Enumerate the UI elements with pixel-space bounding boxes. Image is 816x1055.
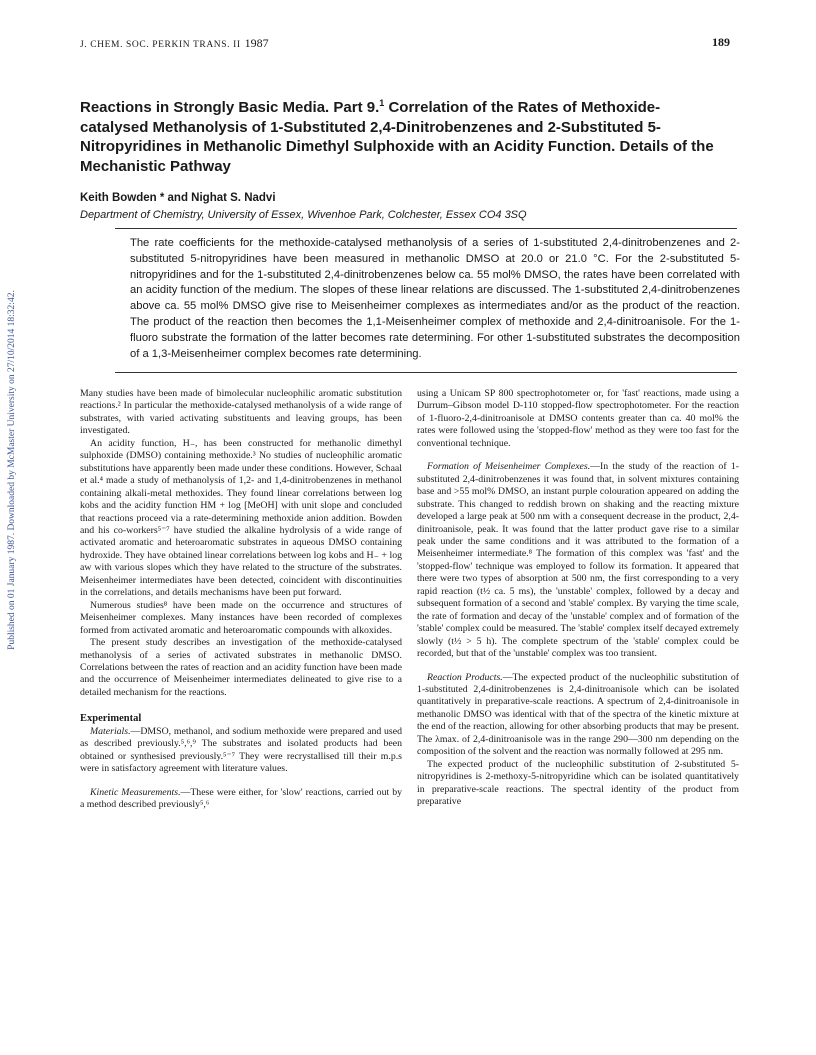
materials-label: Materials. (90, 725, 131, 737)
intro-paragraph-1: Many studies have been made of bimolecular nucleophilic aromatic substitution reactions.² In particular the methoxide-catalysed methanolysis of a wide range of substrates, with varied activating substituents and leaving groups, has been investigated. (80, 388, 402, 437)
title-part-2: Correlation of the Rates of Methoxide-catalysed Methanolysis of 1-Substituted 2,4-Dinitrobenzenes and 2-Substituted 5-Nitropyridines in Methanolic Dimethyl Sulphoxide with an Acidity Function. Details of the Mechanistic Pathway (80, 99, 714, 175)
abstract-top-rule (115, 228, 737, 229)
running-header (80, 36, 269, 51)
intro-paragraph-2: An acidity function, H₋, has been constructed for methanolic dimethyl sulphoxide (DMSO) containing methoxide.³ No studies of nucleophilic aromatic substitutions have apparently been made under these conditions. However, Schaal et al.⁴ made a study of methanolysis of 1,2- and 1,4-dinitrobenzenes in methanol containing alkali-metal methoxides. They found linear correlations between log kobs and the acidity function HM + log [MeOH] with unit slope and concluded that reactions proceed via a rate-determining methoxide anion addition. Bowden and his co-workers⁵⁻⁷ have studied the alkaline hydrolysis of a wide range of activated aromatic and heteroaromatic substrates in aqueous DMSO containing hydroxide. They have obtained linear correlations between log kobs and H₋ + log aw with various slopes which they have related to the structure of the substrates. Meisenheimer intermediates have been detected, coincident with discontinuities in the correlations, and details mechanisms have been put forward. (80, 437, 402, 599)
kinetic-continued-paragraph: using a Unicam SP 800 spectrophotometer or, for 'fast' reactions, made using a Durrum–Gibson model D-110 stopped-flow spectrophotometer. For the reaction of 1-fluoro-2,4-dinitroanisole at DMSO contents greater than ca. 40 mol% the rates were followed using the 'stopped-flow' method as they were too fast for the conventional technique. (417, 388, 739, 449)
title-footnote-mark: 1 (379, 98, 385, 108)
kinetic-text: —These were either, for 'slow' reactions, carried out by a method described previously⁵,⁶ (80, 786, 402, 811)
materials-text: —DMSO, methanol, and sodium methoxide were prepared and used as described previously.⁵,⁶,⁹ The substrates and isolated products had been obtained or synthesised previously.⁵⁻⁷ They were recrystallised till their m.p.s were in satisfactory agreement with literature values. (80, 725, 402, 775)
experimental-heading: Experimental (80, 713, 142, 725)
article-title (80, 94, 720, 176)
author-list: Keith Bowden * and Nighat S. Nadvi (80, 192, 276, 204)
kinetic-paragraph (80, 787, 402, 812)
download-notice: Published on 01 January 1987. Downloaded by McMaster University on 27/10/2014 18:32:42. (7, 290, 17, 650)
products-text: —The expected product of the nucleophilic substitution of 1-substituted 2,4-dinitrobenzenes is 2,4-dinitroanisole which can be isolated quantitatively in preparative-scale reactions. A spectrum of 2,4-dinitroanisole in methanolic DMSO was identical with that of the spectra of the kinetic mixture at the end of the reaction, allowing for other absorbing products that may be present. The λmax. of 2,4-dinitroanisole was in the range 290—300 nm depending on the composition of the solvent and the reaction was normally followed at 295 nm. (417, 671, 739, 758)
pyridine-products-paragraph: The expected product of the nucleophilic substitution of 2-substituted 5-nitropyridines is 2-methoxy-5-nitropyridine which can be isolated quantitatively in preparative-scale reactions. The spectral identity of the product from preparative (417, 758, 739, 808)
intro-paragraph-3: Numerous studies⁸ have been made on the occurrence and structures of Meisenheimer complexes. Many instances have been recorded of complexes formed from activated aromatic and heteroaromatic compounds with alkoxides. (80, 599, 402, 636)
meisenheimer-label: Formation of Meisenheimer Complexes. (427, 461, 591, 473)
products-paragraph (417, 672, 739, 759)
products-label: Reaction Products. (427, 671, 503, 683)
journal-year: 1987 (244, 36, 269, 50)
page-number: 189 (712, 35, 730, 49)
right-column (417, 388, 739, 809)
materials-paragraph (80, 726, 402, 776)
intro-paragraph-4: The present study describes an investigation of the methoxide-catalysed methanolysis of a series of activated substrates in methanolic DMSO. Correlations between the rates of reaction and an acidity function have been made and the occurrence of Meisenheimer intermediates delineated to give rise to a detailed mechanism for the reactions. (80, 637, 402, 698)
download-notice-sidebar (4, 120, 20, 820)
kinetic-label: Kinetic Measurements. (90, 786, 181, 798)
author-affiliation: Department of Chemistry, University of Essex, Wivenhoe Park, Colchester, Essex CO4 3SQ (80, 209, 527, 221)
title-part-1: Reactions in Strongly Basic Media. Part 9. (80, 99, 380, 116)
meisenheimer-text: —In the study of the reaction of 1-substituted 2,4-dinitrobenzenes it was found that, in solvent mixtures containing base and >55 mol% DMSO, an instant purple colouration appeared on adding the substrate. This changed to reddish brown on shaking and the reacting mixture developed a large peak at 500 nm with a consequent decrease in the product, 2,4-dinitroanisole, peak. It was found that the latter product gave rise to a similar peak under the same conditions and it was attributed to the formation of a Meisenheimer intermediate.⁸ The formation of this complex was 'fast' and the 'stopped-flow' technique was employed to follow its formation. It appeared that there were two types of absorption at 500 nm, the first corresponding to a very rapid reaction (t½ ca. 5 ms), the 'unstable' complex, followed by a decay and subsequent formation of a second and 'stable' complex. By varying the time scale, the rate of formation and decay of the 'unstable' complex and of formation of the 'stable' complex could be measured. The 'stable' complex itself decayed extremely slowly (t½ > 5 h). The complete spectrum of the 'stable' complex could be recorded, but that of the 'unstable' complex was too transient. (417, 461, 739, 660)
left-column (80, 388, 402, 812)
abstract-bottom-rule (115, 372, 737, 373)
meisenheimer-paragraph (417, 461, 739, 660)
abstract: The rate coefficients for the methoxide-catalysed methanolysis of a series of 1-substituted 2,4-dinitrobenzenes and 2-substituted 5-nitropyridines have been measured in methanolic DMSO at 20.0 or 21.0 °C. For the 2-substituted 5-nitropyridines and for the 1-substituted 2,4-dinitrobenzenes below ca. 55 mol% DMSO, the rates have been correlated with an acidity function of the medium. The slopes of these linear relations are discussed. The 1-substituted 2,4-dinitrobenzenes above ca. 55 mol% DMSO give rise to Meisenheimer complexes as intermediates and/or as the product of the reaction. The product of the reaction then becomes the 1,1-Meisenheimer complex of methoxide and 2,4-dinitroanisole. For the 1-fluoro substrate the formation of the latter becomes rate determining. For other 1-substituted substrates the decomposition of a 1,3-Meisenheimer complex becomes rate determining. (130, 237, 740, 360)
journal-name: J. CHEM. SOC. PERKIN TRANS. II (80, 40, 241, 50)
